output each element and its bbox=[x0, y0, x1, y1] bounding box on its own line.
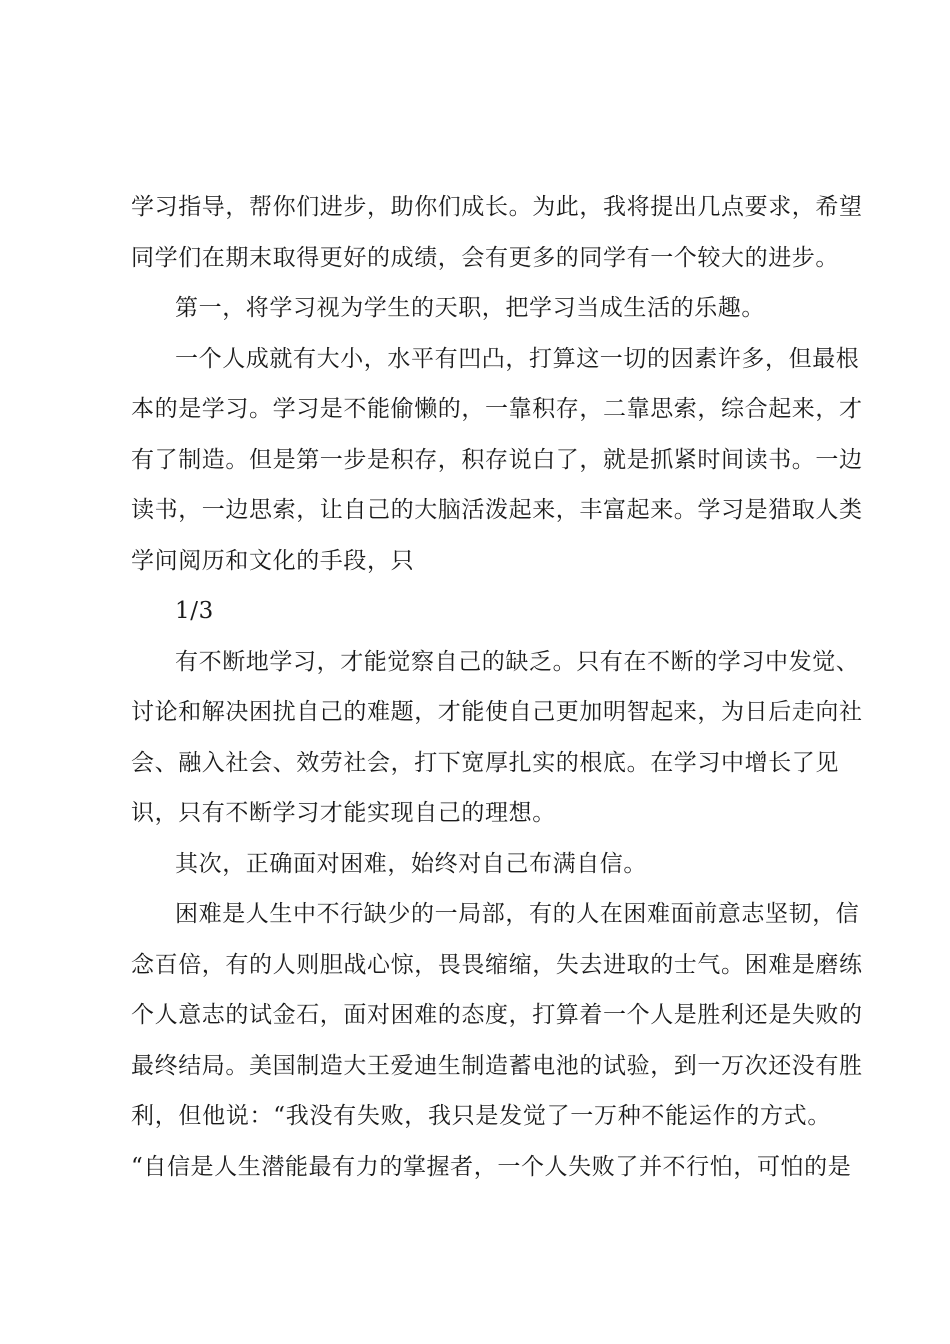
text-line: 最终结局。美国制造大王爱迪生制造蓄电池的试验，到一万次还没有胜 bbox=[131, 1052, 863, 1079]
text-line: 读书，一边思索，让自己的大脑活泼起来，丰富起来。学习是猎取人类 bbox=[131, 497, 863, 523]
text-line: 一个人成就有大小，水平有凹凸，打算这一切的因素许多，但最根 bbox=[175, 345, 860, 372]
page-number: 1/3 bbox=[175, 598, 214, 624]
text-line: 学习指导，帮你们进步，助你们成长。为此，我将提出几点要求，希望 bbox=[131, 194, 863, 220]
text-line: 有了制造。但是第一步是积存，积存说白了，就是抓紧时间读书。一边 bbox=[131, 446, 863, 473]
text-line: 学问阅历和文化的手段，只 bbox=[131, 547, 415, 574]
text-line: 识，只有不断学习才能实现自己的理想。 bbox=[131, 800, 556, 826]
text-line: 同学们在期末取得更好的成绩，会有更多的同学有一个较大的进步。 bbox=[131, 244, 839, 271]
text-line: 讨论和解决困扰自己的难题，才能使自己更加明智起来，为日后走向社 bbox=[131, 699, 863, 725]
text-line: 个人意志的试金石，面对困难的态度，打算着一个人是胜利还是失败的 bbox=[131, 1002, 863, 1028]
text-line: 有不断地学习，才能觉察自己的缺乏。只有在不断的学习中发觉、 bbox=[175, 648, 860, 675]
text-line: 念百倍，有的人则胆战心惊，畏畏缩缩，失去进取的士气。困难是磨练 bbox=[131, 951, 863, 978]
text-line: “自信是人生潜能最有力的掌握者，一个人失败了并不行怕，可怕的是 bbox=[131, 1153, 852, 1180]
text-line: 困难是人生中不行缺少的一局部，有的人在困难面前意志坚韧，信 bbox=[175, 901, 860, 927]
text-line: 利，但他说：“我没有失败，我只是发觉了一万种不能运作的方式。 bbox=[131, 1103, 831, 1129]
section-heading: 其次，正确面对困难，始终对自己布满自信。 bbox=[175, 850, 647, 877]
section-heading: 第一，将学习视为学生的天职，把学习当成生活的乐趣。 bbox=[175, 295, 765, 321]
body-text bbox=[131, 182, 863, 1192]
text-line: 本的是学习。学习是不能偷懒的，一靠积存，二靠思索，综合起来，才 bbox=[131, 396, 863, 422]
text-line: 会、融入社会、效劳社会，打下宽厚扎实的根底。在学习中增长了见 bbox=[131, 749, 839, 776]
